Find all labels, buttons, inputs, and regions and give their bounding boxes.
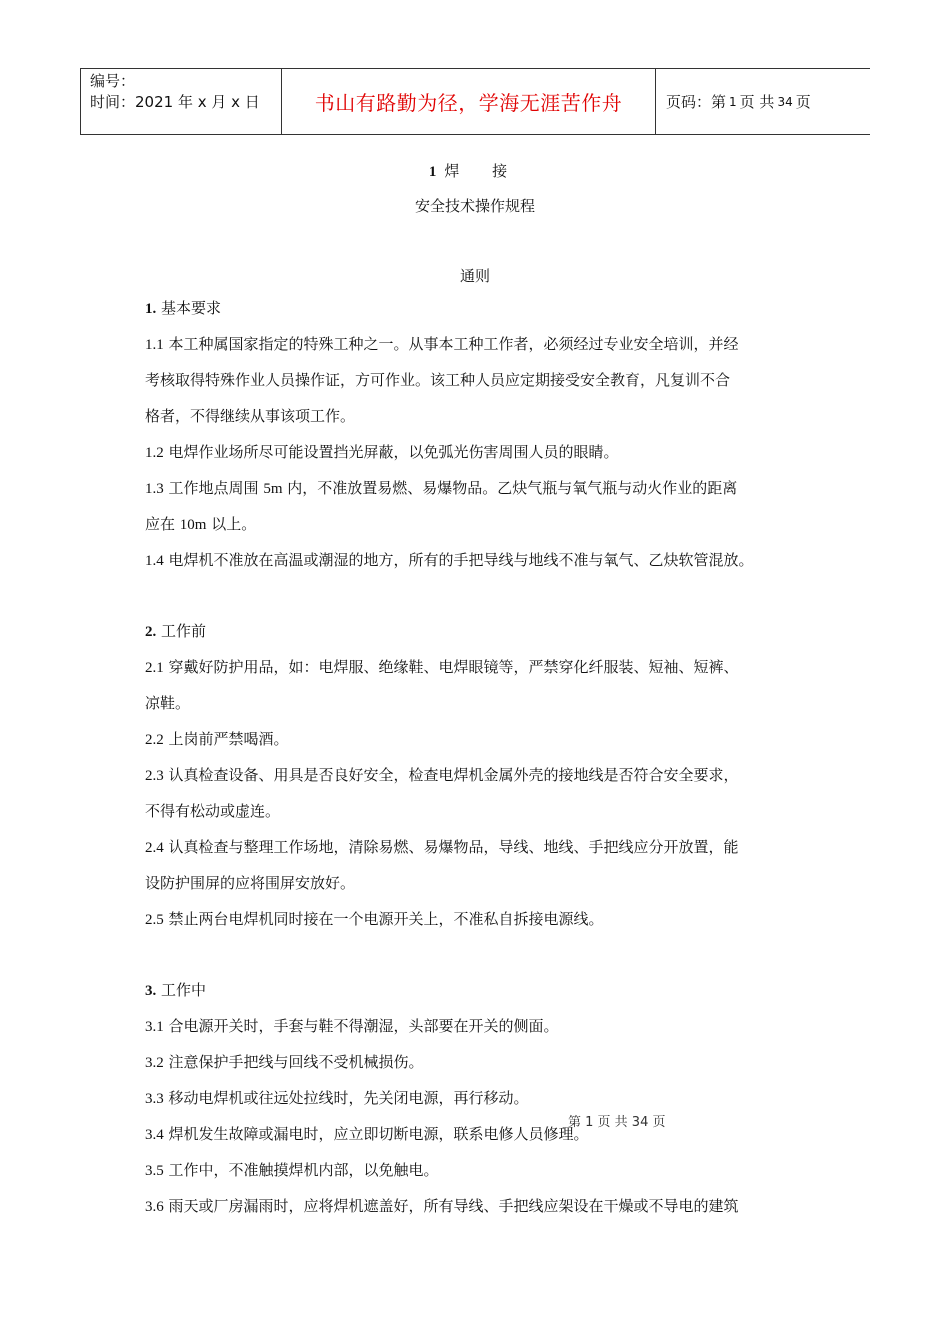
paragraph-3-5: 3.5 工作中，不准触摸焊机内部，以免触电。 bbox=[145, 1161, 439, 1179]
paragraph-1-4: 1.4 电焊机不准放在高温或潮湿的地方，所有的手把导线与地线不准与氧气、乙炔软管混放。 bbox=[145, 551, 754, 569]
paragraph-2-3: 2.3 认真检查设备、用具是否良好安全，检查电焊机金属外壳的接地线是否符合安全要求， bbox=[145, 766, 739, 784]
doc-title-text: 焊 接 bbox=[444, 162, 522, 180]
page-current: 1 bbox=[729, 94, 737, 109]
paragraph-3-6: 3.6 雨天或厂房漏雨时，应将焊机遮盖好，所有导线、手把线应架设在干燥或不导电的建筑 bbox=[145, 1197, 739, 1215]
paragraph-2-1-cont: 凉鞋。 bbox=[145, 694, 191, 712]
paragraph-2-1: 2.1 穿戴好防护用品，如：电焊服、绝缘鞋、电焊眼镜等，严禁穿化纤服装、短袖、短裤、 bbox=[145, 658, 739, 676]
section-heading: 通则 bbox=[459, 267, 490, 285]
page-total: 34 bbox=[777, 94, 793, 109]
paragraph-2-3-cont: 不得有松动或虚连。 bbox=[145, 802, 281, 820]
doc-subtitle: 安全技术操作规程 bbox=[414, 197, 535, 215]
paragraph-2-5: 2.5 禁止两台电焊机同时接在一个电源开关上，不准私自拆接电源线。 bbox=[145, 910, 604, 928]
doc-title bbox=[0, 160, 950, 181]
paragraph-1-1-cont2: 格者，不得继续从事该项工作。 bbox=[145, 407, 356, 425]
section-2-heading: 2. 工作前 bbox=[145, 622, 207, 640]
paragraph-2-2: 2.2 上岗前严禁喝酒。 bbox=[145, 730, 289, 748]
paragraph-2-4-cont: 设防护围屏的应将围屏安放好。 bbox=[145, 874, 356, 892]
overlapping-page-footer: 第 1 页 共 34 页 bbox=[568, 1115, 666, 1130]
section-1-heading: 1. 基本要求 bbox=[145, 299, 222, 317]
document-body bbox=[145, 290, 825, 1224]
doc-title-number: 1 bbox=[428, 164, 437, 180]
paragraph-1-3-cont: 应在 10m 以上。 bbox=[145, 515, 257, 533]
paragraph-3-1: 3.1 合电源开关时，手套与鞋不得潮湿，头部要在开关的侧面。 bbox=[145, 1017, 559, 1035]
page-mid: 页 共 bbox=[739, 93, 775, 111]
paragraph-3-4: 3.4 焊机发生故障或漏电时，应立即切断电源，联系电修人员修理。 bbox=[145, 1125, 589, 1143]
section-3-heading: 3. 工作中 bbox=[145, 981, 207, 999]
paragraph-1-1-cont: 考核取得特殊作业人员操作证，方可作业。该工种人员应定期接受安全教育，凡复训不合 bbox=[145, 371, 731, 389]
page-label: 页码：第 bbox=[666, 93, 727, 111]
page-info-cell bbox=[656, 69, 870, 134]
header-info-cell bbox=[81, 69, 282, 134]
paragraph-1-1: 1.1 本工种属国家指定的特殊工种之一。从事本工种工作者，必须经过专业安全培训，并经 bbox=[145, 335, 739, 353]
paragraph-3-2: 3.2 注意保护手把线与回线不受机械损伤。 bbox=[145, 1053, 424, 1071]
paragraph-3-3: 3.3 移动电焊机或往远处拉线时，先关闭电源，再行移动。 bbox=[145, 1089, 529, 1107]
motto-text: 书山有路勤为径，学海无涯苦作舟 bbox=[314, 91, 623, 115]
paragraph-2-4: 2.4 认真检查与整理工作场地，清除易燃、易爆物品，导线、地线、手把线应分开放置，能 bbox=[145, 838, 739, 856]
time-label: 时间：2021 年 x 月 x 日 bbox=[90, 93, 260, 111]
paragraph-1-2: 1.2 电焊作业场所尽可能设置挡光屏蔽，以免弧光伤害周围人员的眼睛。 bbox=[145, 443, 619, 461]
paragraph-1-3: 1.3 工作地点周围 5m 内，不准放置易燃、易爆物品。乙炔气瓶与氧气瓶与动火作业的距离 bbox=[145, 479, 738, 497]
header-table bbox=[80, 68, 870, 135]
number-label: 编号： bbox=[90, 72, 136, 90]
page-end: 页 bbox=[795, 93, 811, 111]
motto-cell bbox=[282, 69, 656, 134]
